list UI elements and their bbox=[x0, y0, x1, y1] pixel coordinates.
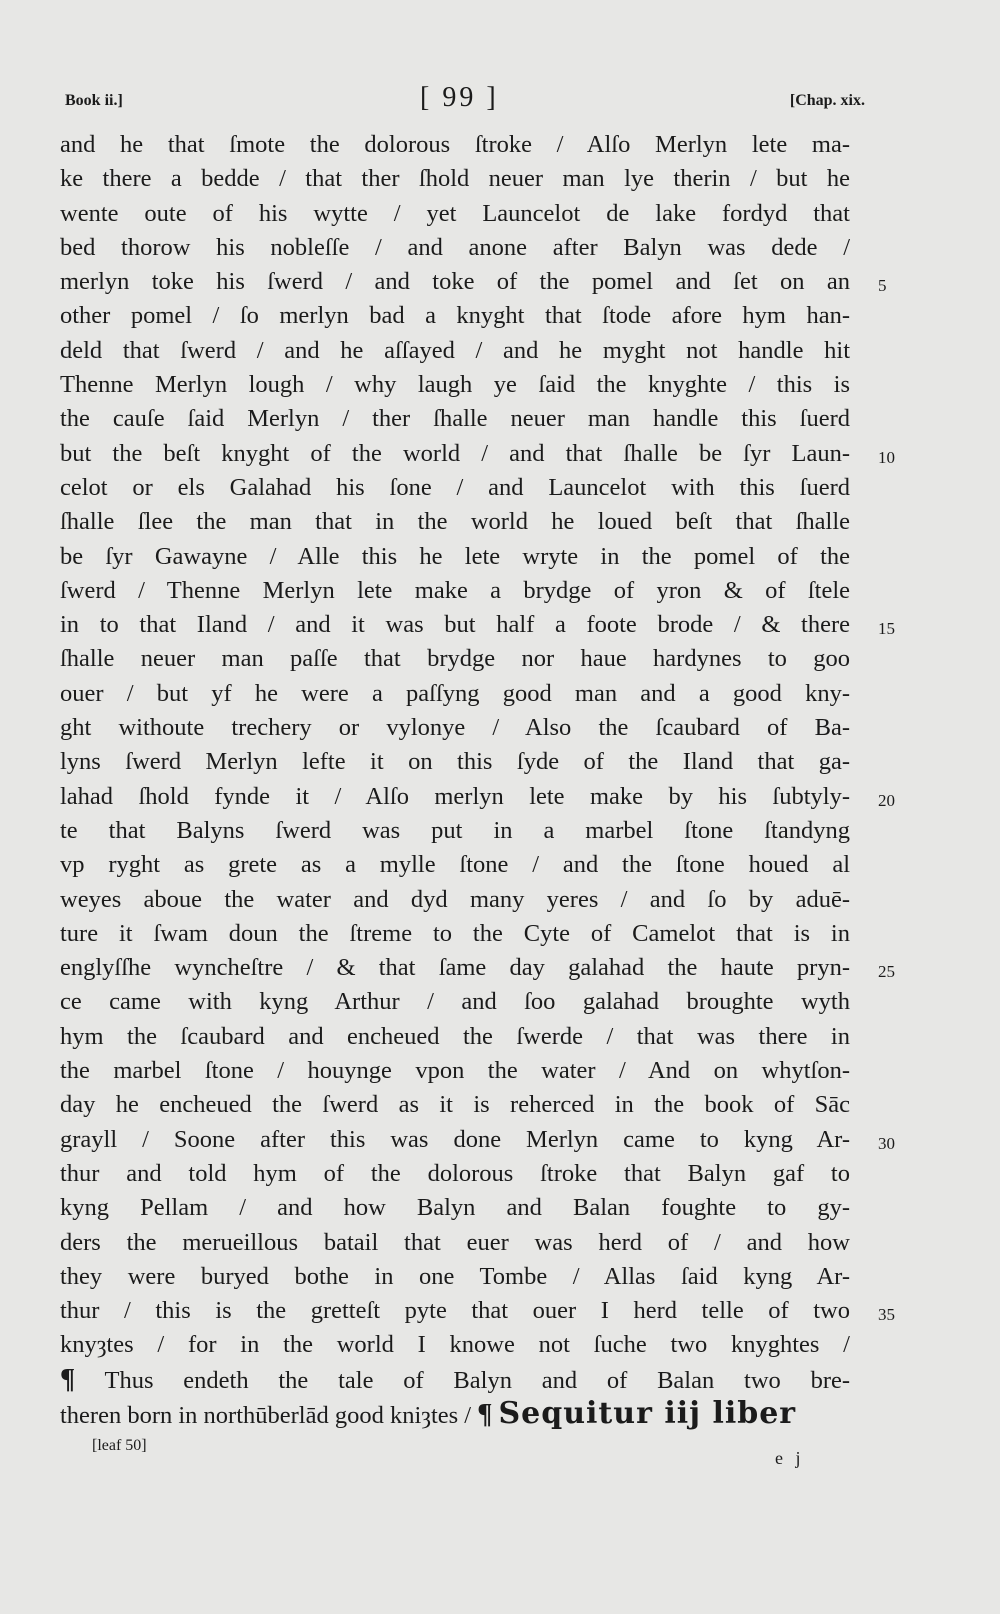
text-line bbox=[60, 334, 850, 368]
line-text: englyſſhe wyncheſtre / & that ſame day galahad the haute pryn- bbox=[60, 954, 850, 982]
line-text: the cauſe ſaid Merlyn / ther ſhalle neuer man handle this ſuerd bbox=[60, 405, 850, 433]
text-line bbox=[60, 711, 850, 745]
running-header bbox=[65, 82, 865, 122]
text-line bbox=[60, 402, 850, 436]
leaf-note: [leaf 50] bbox=[92, 1437, 147, 1454]
text-line bbox=[60, 197, 850, 231]
text-line bbox=[60, 951, 895, 985]
line-number: 25 bbox=[878, 962, 895, 982]
text-line bbox=[60, 471, 850, 505]
line-text: weyes aboue the water and dyd many yeres / and ſo by aduē- bbox=[60, 885, 850, 913]
line-text: thur and told hym of the dolorous ſtroke that Balyn gaf to bbox=[60, 1159, 850, 1187]
line-text: kyng Pellam / and how Balyn and Balan foughte to gy- bbox=[60, 1194, 850, 1222]
pilcrow-mark: ¶ bbox=[477, 1398, 493, 1430]
text-line bbox=[60, 1020, 850, 1054]
text-line bbox=[60, 780, 895, 814]
body-text bbox=[60, 128, 895, 1431]
text-line bbox=[60, 917, 850, 951]
line-text: knyȝtes / for in the world I knowe not ſuche two knyghtes / bbox=[60, 1331, 850, 1359]
text-line bbox=[60, 265, 887, 299]
line-text: celot or els Galahad his ſone / and Launcelot with this ſuerd bbox=[60, 473, 850, 501]
text-line bbox=[60, 883, 850, 917]
text-line bbox=[60, 299, 850, 333]
text-line bbox=[60, 608, 895, 642]
signature-mark: e j bbox=[775, 1448, 805, 1468]
line-text: ke there a bedde / that ther ſhold neuer man lye therin / but he bbox=[60, 165, 850, 193]
text-line bbox=[60, 745, 850, 779]
text-line bbox=[60, 505, 850, 539]
text-line-final bbox=[60, 1397, 850, 1431]
line-number: 35 bbox=[878, 1305, 895, 1325]
line-text: ſhalle neuer man paſſe that brydge nor haue hardynes to goo bbox=[60, 645, 850, 673]
line-text: deld that ſwerd / and he aſſayed / and he myght not handle hit bbox=[60, 336, 850, 364]
line-text: ouer / but yf he were a paſſyng good man and a good kny- bbox=[60, 679, 850, 707]
text-line bbox=[60, 540, 850, 574]
text-line bbox=[60, 1054, 850, 1088]
text-line bbox=[60, 1157, 850, 1191]
line-number: 15 bbox=[878, 619, 895, 639]
text-line bbox=[60, 128, 850, 162]
text-line bbox=[60, 574, 850, 608]
line-number: 30 bbox=[878, 1133, 895, 1153]
pilcrow-mark: ¶ bbox=[60, 1363, 76, 1395]
line-text: Thenne Merlyn lough / why laugh ye ſaid the knyghte / this is bbox=[60, 371, 850, 399]
line-text: in to that Iland / and it was but half a foote brode / & there bbox=[60, 611, 850, 639]
text-line bbox=[60, 677, 850, 711]
text-line bbox=[60, 814, 850, 848]
line-text: merlyn toke his ſwerd / and toke of the pomel and ſet on an bbox=[60, 268, 850, 296]
text-line bbox=[60, 848, 850, 882]
text-line bbox=[60, 437, 895, 471]
text-line bbox=[60, 1088, 850, 1122]
text-line bbox=[60, 1123, 895, 1157]
line-text: wente oute of his wytte / yet Launcelot de lake fordyd that bbox=[60, 199, 850, 227]
line-text: hym the ſcaubard and encheued the ſwerde / that was there in bbox=[60, 1022, 850, 1050]
line-text: other pomel / ſo merlyn bad a knyght that ſtode afore hym han- bbox=[60, 302, 850, 330]
header-book: Book ii.] bbox=[65, 92, 123, 109]
line-text: the marbel ſtone / houynge vpon the water / And on whytſon- bbox=[60, 1057, 850, 1085]
line-number: 10 bbox=[878, 447, 895, 467]
line-number: 20 bbox=[878, 790, 895, 810]
line-number: 5 bbox=[878, 276, 887, 296]
line-text: thur / this is the gretteſt pyte that ouer I herd telle of two bbox=[60, 1297, 850, 1325]
line-text: lahad ſhold fynde it / Alſo merlyn lete make by his ſubtyly- bbox=[60, 782, 850, 810]
line-text: ſwerd / Thenne Merlyn lete make a brydge of yron & of ſtele bbox=[60, 576, 850, 604]
line-text: grayll / Soone after this was done Merlyn came to kyng Ar- bbox=[60, 1125, 850, 1153]
line-text: ght withoute trechery or vylonye / Also the ſcaubard of Ba- bbox=[60, 714, 850, 742]
text-line bbox=[60, 1226, 850, 1260]
line-text: ce came with kyng Arthur / and ſoo galahad broughte wyth bbox=[60, 988, 850, 1016]
line-text: ders the merueillous batail that euer was herd of / and how bbox=[60, 1228, 850, 1256]
text-line bbox=[60, 1191, 850, 1225]
text-line bbox=[60, 162, 850, 196]
header-chapter: [Chap. xix. bbox=[789, 92, 865, 109]
text-line bbox=[60, 231, 850, 265]
line-text: bed thorow his nobleſſe / and anone after Balyn was dede / bbox=[60, 233, 850, 261]
line-text: theren born in northūberlād good kniȝtes / bbox=[60, 1401, 472, 1429]
text-line bbox=[60, 985, 850, 1019]
line-text: be ſyr Gawayne / Alle this he lete wryte in the pomel of the bbox=[60, 542, 850, 570]
text-line bbox=[60, 1328, 850, 1362]
closing-phrase: Sequitur iij liber bbox=[498, 1395, 797, 1431]
line-text: ſhalle ſlee the man that in the world he loued beſt that ſhalle bbox=[60, 508, 850, 536]
line-text: day he encheued the ſwerd as it is reherced in the book of Sāc bbox=[60, 1091, 850, 1119]
text-line bbox=[60, 1260, 850, 1294]
line-text: but the beſt knyght of the world / and that ſhalle be ſyr Laun- bbox=[60, 439, 850, 467]
text-line bbox=[60, 1363, 850, 1397]
line-text: Thus endeth the tale of Balyn and of Balan two bre- bbox=[104, 1366, 851, 1394]
text-line bbox=[60, 368, 850, 402]
line-text: they were buryed bothe in one Tombe / Allas ſaid kyng Ar- bbox=[60, 1262, 850, 1290]
line-text: ture it ſwam doun the ſtreme to the Cyte of Camelot that is in bbox=[60, 919, 850, 947]
text-line bbox=[60, 1294, 895, 1328]
line-text: te that Balyns ſwerd was put in a marbel ſtone ſtandyng bbox=[60, 816, 850, 844]
line-text: lyns ſwerd Merlyn lefte it on this ſyde of the Iland that ga- bbox=[60, 748, 850, 776]
line-text: vp ryght as grete as a mylle ſtone / and the ſtone houed al bbox=[60, 851, 850, 879]
page-number: [ 99 ] bbox=[420, 82, 499, 113]
line-text: and he that ſmote the dolorous ſtroke / Alſo Merlyn lete ma- bbox=[60, 131, 850, 158]
text-line bbox=[60, 642, 850, 676]
